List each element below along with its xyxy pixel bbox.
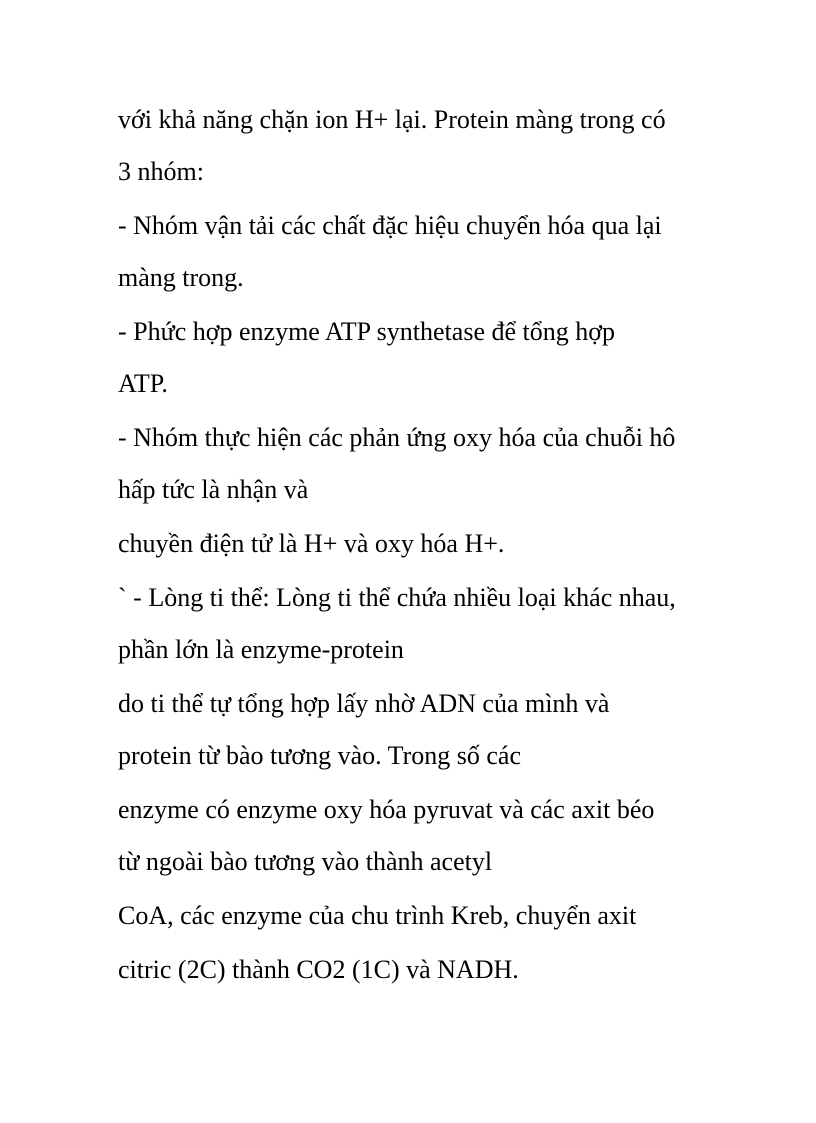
text-line: - Nhóm thực hiện các phản ứng oxy hóa của chuỗi hô — [118, 423, 676, 452]
text-line: enzyme có enzyme oxy hóa pyruvat và các axit béo — [118, 795, 655, 824]
text-line: CoA, các enzyme của chu trình Kreb, chuyển axit — [118, 901, 637, 930]
text-line: màng trong. — [118, 263, 244, 292]
text-line: ` - Lòng ti thể: Lòng ti thể chứa nhiều loại khác nhau, — [118, 583, 676, 612]
text-line: do ti thể tự tổng hợp lấy nhờ ADN của mình và — [118, 689, 610, 718]
text-line: 3 nhóm: — [118, 157, 204, 186]
text-line: từ ngoài bào tương vào thành acetyl — [118, 847, 493, 876]
text-line: citric (2C) thành CO2 (1C) và NADH. — [118, 955, 519, 984]
text-line: ATP. — [118, 369, 168, 398]
text-line: chuyền điện tử là H+ và oxy hóa H+. — [118, 529, 505, 558]
text-line: phần lớn là enzyme-protein — [118, 635, 404, 664]
text-line: protein từ bào tương vào. Trong số các — [118, 741, 521, 770]
text-line: với khả năng chặn ion H+ lại. Protein màng trong có — [118, 105, 666, 134]
text-line: - Nhóm vận tải các chất đặc hiệu chuyển hóa qua lại — [118, 211, 662, 240]
text-line: - Phức hợp enzyme ATP synthetase để tổng hợp — [118, 317, 615, 346]
text-line: hấp tức là nhận và — [118, 475, 309, 504]
